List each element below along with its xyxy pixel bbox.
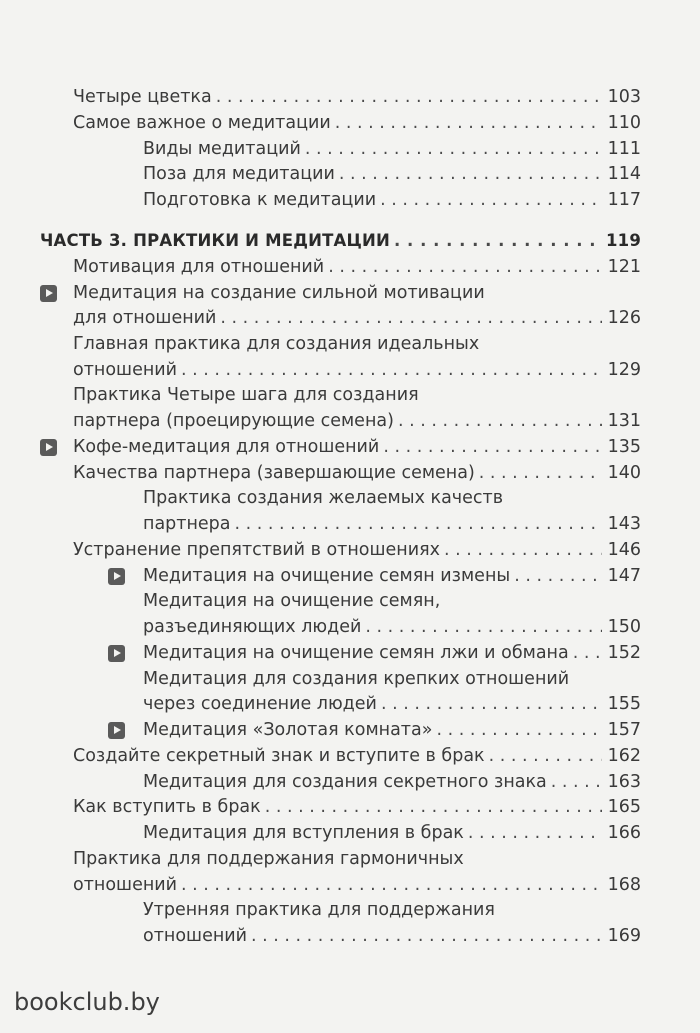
toc-entry-title: для отношений [73, 308, 217, 329]
leader-dots [479, 460, 602, 486]
toc-page-number: 157 [607, 720, 641, 740]
toc-page-number: 119 [605, 231, 641, 250]
toc-page-number: 131 [607, 410, 641, 431]
toc-entry-title: Главная практика для создания идеальных [73, 334, 480, 354]
leader-dots [444, 537, 602, 563]
play-icon [108, 645, 125, 662]
toc-page-number: 114 [607, 164, 641, 185]
toc-page-number: 143 [607, 513, 641, 534]
toc-entry[interactable] [73, 846, 641, 897]
toc-entry[interactable] [143, 136, 641, 162]
toc-entry-title: через соединение людей [143, 694, 377, 715]
toc-entry-title: отношений [73, 874, 178, 895]
toc-entry[interactable] [143, 563, 641, 589]
toc-page-number: 169 [607, 925, 641, 946]
leader-dots [514, 563, 601, 589]
leader-dots [398, 408, 602, 434]
toc-entry[interactable] [143, 187, 641, 213]
toc-entry-title: Подготовка к медитации [143, 190, 377, 211]
toc-entry[interactable] [143, 666, 641, 717]
toc-entry-title: Кофе-медитация для отношений [73, 436, 380, 457]
toc-entry[interactable] [73, 84, 641, 110]
toc-entry[interactable] [143, 588, 641, 639]
site-watermark: bookclub.by [14, 988, 160, 1016]
toc-entry-title: партнера [143, 513, 231, 534]
leader-dots [305, 136, 602, 162]
toc-entry-title: Устранение препятствий в отношениях [73, 539, 440, 560]
leader-dots [181, 357, 602, 383]
leader-dots [216, 84, 602, 110]
toc-page-number: 121 [607, 256, 641, 277]
toc-entry-title: Практика Четыре шага для создания [73, 385, 419, 406]
toc-entry-title: Виды медитаций [143, 138, 301, 159]
toc-entry[interactable] [73, 110, 641, 136]
leader-dots [394, 228, 600, 254]
leader-dots [328, 254, 601, 280]
toc-page-number: 111 [607, 138, 641, 159]
toc-entry-title: Медитация «Золотая комната» [143, 720, 433, 740]
toc-entry-title: Медитация для вступления в брак [143, 823, 464, 844]
toc-entry[interactable] [73, 254, 641, 280]
toc-entry[interactable] [143, 897, 641, 948]
toc-page-number: 126 [607, 308, 641, 329]
leader-dots [365, 614, 601, 640]
toc-entry-title: Четыре цветка [73, 87, 212, 107]
play-icon [40, 439, 57, 456]
toc-entry-title: Мотивация для отношений [73, 256, 325, 277]
toc-entry-title: Практика для поддержания гармоничных [73, 849, 464, 869]
toc-entry-title: Поза для медитации [143, 164, 335, 185]
toc-entry[interactable] [143, 769, 641, 795]
toc-entry[interactable] [143, 820, 641, 846]
play-icon [108, 722, 125, 739]
toc-page-number: 168 [607, 874, 641, 895]
toc-entry[interactable] [73, 743, 641, 769]
toc-entry-title: Создайте секретный знак и вступите в брак [73, 745, 485, 766]
toc-entry[interactable] [73, 280, 641, 331]
toc-page-number: 117 [607, 190, 641, 211]
toc-entry-title: отношений [73, 359, 178, 380]
toc-page-number: 103 [607, 87, 641, 107]
leader-dots [489, 743, 602, 769]
toc-entry-title: разъединяющих людей [143, 616, 362, 637]
toc-page-number: 165 [607, 797, 641, 818]
toc-page-number: 129 [607, 359, 641, 380]
toc-entry[interactable] [73, 331, 641, 382]
leader-dots [468, 820, 602, 846]
toc-entry-title: Медитация на очищение семян, [143, 591, 441, 612]
toc-entry-title: ЧАСТЬ 3. ПРАКТИКИ И МЕДИТАЦИИ [40, 231, 391, 250]
toc-entry-title: Медитация на создание сильной мотивации [73, 282, 485, 303]
toc-entry[interactable] [143, 161, 641, 187]
leader-dots [339, 161, 602, 187]
leader-dots [551, 769, 602, 795]
toc-entry-title: Медитация на очищение семян лжи и обмана [143, 642, 569, 663]
leader-dots [573, 640, 602, 666]
toc-entry-title: Медитация для создания крепких отношений [143, 668, 570, 689]
toc-page-number: 140 [607, 462, 641, 483]
toc-page-number: 135 [607, 436, 641, 457]
toc-page-number: 147 [607, 565, 641, 586]
leader-dots [220, 305, 601, 331]
toc-entry-title: Медитация на очищение семян измены [143, 565, 511, 586]
toc-page-number: 150 [607, 616, 641, 637]
toc-page-number: 162 [607, 745, 641, 766]
toc-entry-title: партнера (проецирующие семена) [73, 410, 394, 431]
toc-entry[interactable] [73, 794, 641, 820]
leader-dots [235, 511, 602, 537]
toc-page-number: 166 [607, 823, 641, 844]
leader-dots [381, 691, 602, 717]
toc-page-number: 163 [607, 771, 641, 792]
toc-entry-title: Самое важное о медитации [73, 112, 331, 133]
toc-entry-title: Качества партнера (завершающие семена) [73, 462, 475, 483]
toc-entry-title: отношений [143, 925, 248, 946]
toc-page-number: 110 [607, 112, 641, 133]
toc-entry-title: Утренняя практика для поддержания [143, 900, 495, 921]
toc-entry[interactable] [143, 640, 641, 666]
leader-dots [383, 434, 601, 460]
toc-entry[interactable] [143, 485, 641, 536]
toc-entry-title: Как вступить в брак [73, 797, 261, 818]
leader-dots [181, 872, 602, 898]
toc-entry[interactable] [73, 434, 641, 460]
toc-entry[interactable] [143, 717, 641, 743]
leader-dots [335, 110, 602, 136]
toc-entry-title: Медитация для создания секретного знака [143, 771, 547, 792]
toc-entry[interactable] [73, 382, 641, 433]
toc-entry[interactable] [73, 460, 641, 486]
toc-part-heading[interactable] [40, 228, 641, 254]
leader-dots [436, 717, 601, 743]
toc-entry[interactable] [73, 537, 641, 563]
leader-dots [251, 923, 602, 949]
play-icon [40, 285, 57, 302]
play-icon [108, 568, 125, 585]
leader-dots [265, 794, 602, 820]
toc-page-number: 155 [607, 694, 641, 715]
toc-page-number: 152 [607, 642, 641, 663]
toc-page-number: 146 [607, 539, 641, 560]
leader-dots [380, 187, 602, 213]
toc-entry-title: Практика создания желаемых качеств [143, 488, 504, 509]
